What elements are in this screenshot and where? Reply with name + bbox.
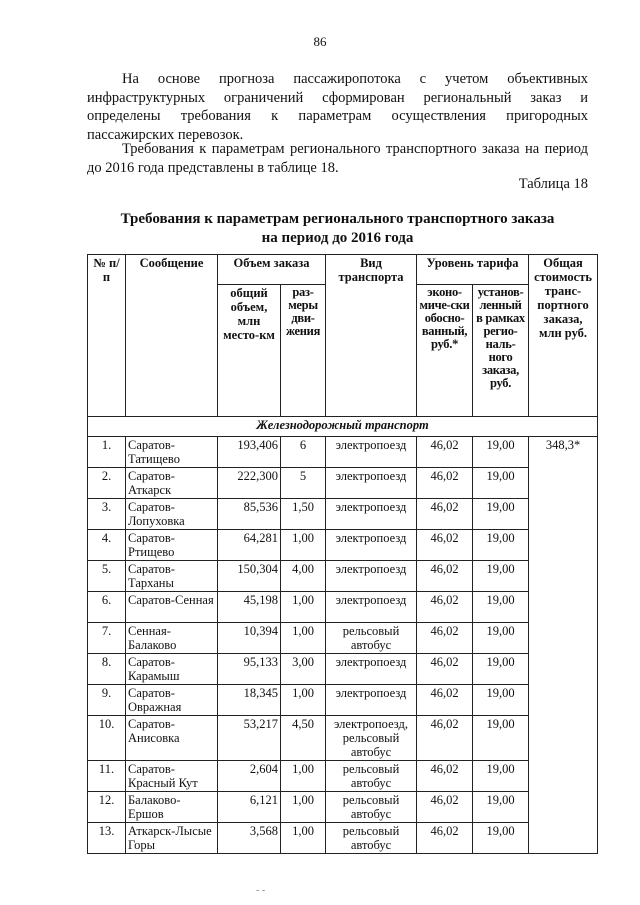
row-movement: 1,00 [281,761,326,792]
row-route: Саратов-Анисовка [126,716,218,761]
page-number: 86 [313,34,327,49]
row-num: 8. [88,654,126,685]
row-volume: 64,281 [218,530,281,561]
row-transport: электропоезд [326,654,417,685]
table-row [88,654,598,685]
row-transport: рельсовый автобус [326,792,417,823]
section-row [88,417,598,437]
row-volume: 3,568 [218,823,281,854]
row-num: 3. [88,499,126,530]
row-num: 6. [88,592,126,623]
row-num: 12. [88,792,126,823]
table-row [88,437,598,468]
row-route: Саратов-Ртищево [126,530,218,561]
row-economic-tariff: 46,02 [417,561,473,592]
table-title [87,210,588,248]
row-transport: рельсовый автобус [326,761,417,792]
row-volume: 85,536 [218,499,281,530]
table-row [88,561,598,592]
row-route: Саратов-Лопуховка [126,499,218,530]
row-volume: 45,198 [218,592,281,623]
row-route: Саратов-Татищево [126,437,218,468]
row-movement: 1,00 [281,685,326,716]
header-total-cost: Общая стоимость транс-портного заказа, млн руб. [529,255,598,417]
row-movement: 1,00 [281,823,326,854]
row-num: 7. [88,623,126,654]
table-row [88,623,598,654]
header-transport: Вид транспорта [326,255,417,417]
row-route: Саратов-Тарханы [126,561,218,592]
table-reference-paragraph: Требования к параметрам регионального транспортного заказа на период до 2016 года представлены в таблице 18. [87,141,588,176]
row-volume: 53,217 [218,716,281,761]
row-route: Саратов-Карамыш [126,654,218,685]
table-title-line1: Требования к параметрам регионального транспортного заказа [120,211,555,227]
row-established-tariff: 19,00 [473,761,529,792]
row-volume: 95,133 [218,654,281,685]
row-economic-tariff: 46,02 [417,437,473,468]
row-volume: 10,394 [218,623,281,654]
row-movement: 1,00 [281,792,326,823]
row-volume: 6,121 [218,792,281,823]
header-economic-tariff: эконо-миче-ски обосно-ванный, руб.* [417,285,473,417]
total-cost-value: 348,3* [529,437,598,854]
row-economic-tariff: 46,02 [417,792,473,823]
row-established-tariff: 19,00 [473,716,529,761]
row-transport: электропоезд [326,499,417,530]
row-movement: 1,00 [281,592,326,623]
row-volume: 222,300 [218,468,281,499]
table-row [88,592,598,623]
row-economic-tariff: 46,02 [417,468,473,499]
table-row [88,761,598,792]
table-label: Таблица 18 [518,176,588,192]
row-economic-tariff: 46,02 [417,716,473,761]
row-economic-tariff: 46,02 [417,823,473,854]
row-route: Балаково-Ершов [126,792,218,823]
row-volume: 193,406 [218,437,281,468]
table-row [88,716,598,761]
table-title-line2: на период до 2016 года [261,230,414,246]
table-row [88,685,598,716]
row-established-tariff: 19,00 [473,792,529,823]
row-transport: электропоезд [326,530,417,561]
row-route: Саратов-Аткарск [126,468,218,499]
header-tariff-level: Уровень тарифа [417,255,529,285]
row-transport: рельсовый автобус [326,623,417,654]
row-movement: 4,50 [281,716,326,761]
row-volume: 18,345 [218,685,281,716]
row-established-tariff: 19,00 [473,592,529,623]
row-established-tariff: 19,00 [473,437,529,468]
table-row [88,499,598,530]
row-num: 2. [88,468,126,499]
row-transport: электропоезд [326,685,417,716]
row-established-tariff: 19,00 [473,530,529,561]
row-num: 1. [88,437,126,468]
row-economic-tariff: 46,02 [417,499,473,530]
row-transport: электропоезд, рельсовый автобус [326,716,417,761]
row-established-tariff: 19,00 [473,685,529,716]
row-established-tariff: 19,00 [473,468,529,499]
row-transport: электропоезд [326,468,417,499]
row-transport: электропоезд [326,592,417,623]
table-row [88,530,598,561]
header-route: Сообщение [126,255,218,417]
requirements-table [87,254,598,854]
row-transport: рельсовый автобус [326,823,417,854]
row-economic-tariff: 46,02 [417,761,473,792]
row-movement: 1,00 [281,530,326,561]
row-economic-tariff: 46,02 [417,654,473,685]
row-economic-tariff: 46,02 [417,592,473,623]
row-num: 13. [88,823,126,854]
row-movement: 6 [281,437,326,468]
row-movement: 1,00 [281,623,326,654]
row-movement: 5 [281,468,326,499]
row-num: 11. [88,761,126,792]
row-route: Саратов-Овражная [126,685,218,716]
table-row [88,823,598,854]
row-established-tariff: 19,00 [473,561,529,592]
header-order-volume: Объем заказа [218,255,326,285]
row-transport: электропоезд [326,561,417,592]
row-established-tariff: 19,00 [473,823,529,854]
row-route: Саратов-Сенная [126,592,218,623]
row-volume: 150,304 [218,561,281,592]
row-volume: 2,604 [218,761,281,792]
row-movement: 3,00 [281,654,326,685]
header-established-tariff: установ-ленный в рамках регио-наль-ного заказа, руб. [473,285,529,417]
row-economic-tariff: 46,02 [417,685,473,716]
header-movement-size: раз-меры дви-жения [281,285,326,417]
row-route: Саратов-Красный Кут [126,761,218,792]
intro-paragraph: На основе прогноза пассажиропотока с учетом объективных инфраструктурных ограничений сформирован региональный заказ и определены требования к параметрам осуществления пригородных пассажирских перевозок. [87,71,588,143]
row-established-tariff: 19,00 [473,654,529,685]
table-row [88,792,598,823]
row-economic-tariff: 46,02 [417,623,473,654]
row-established-tariff: 19,00 [473,623,529,654]
header-total-volume: общий объем, млн место-км [218,285,281,417]
row-num: 4. [88,530,126,561]
row-route: Сенная-Балаково [126,623,218,654]
row-num: 10. [88,716,126,761]
row-movement: 4,00 [281,561,326,592]
table-row [88,468,598,499]
row-movement: 1,50 [281,499,326,530]
row-num: 9. [88,685,126,716]
row-transport: электропоезд [326,437,417,468]
row-num: 5. [88,561,126,592]
row-route: Аткарск-Лысые Горы [126,823,218,854]
header-num: № п/п [88,255,126,417]
row-economic-tariff: 46,02 [417,530,473,561]
page-mark: - - [256,885,266,896]
section-title: Железнодорожный транспорт [88,417,598,437]
row-established-tariff: 19,00 [473,499,529,530]
